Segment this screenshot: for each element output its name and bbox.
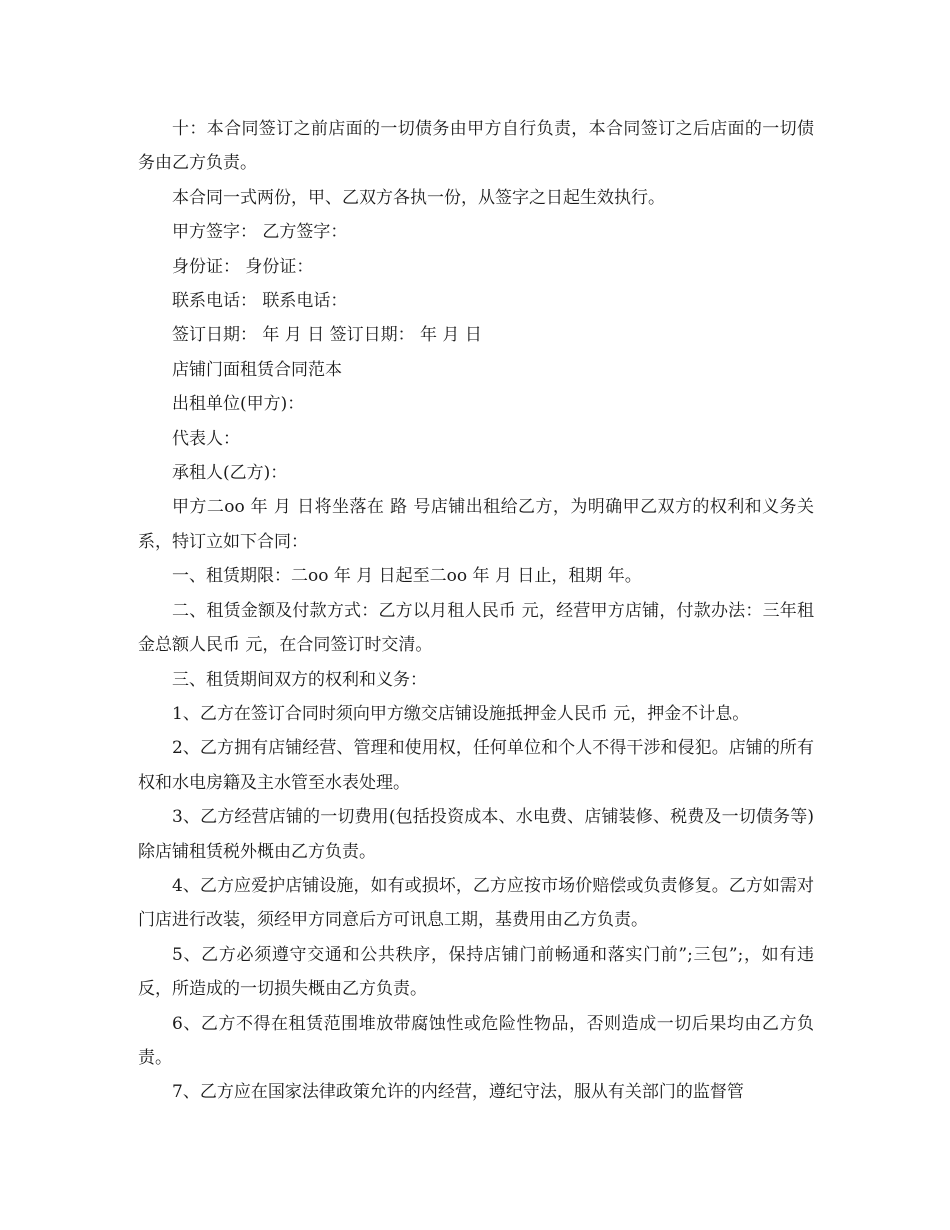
paragraph-lease-term: 一、租赁期限：二oo 年 月 日起至二oo 年 月 日止，租期 年。 xyxy=(172,566,642,587)
paragraph-item-4: 4、乙方应爱护店铺设施，如有或损坏，乙方应按市场价赔偿或负责修复。乙方如需对门店进行改装，须经甲方同意后方可讯息工期，基费用由乙方负责。 xyxy=(138,875,814,931)
lessor-line: 出租单位(甲方)： xyxy=(172,394,305,415)
sign-date-line: 签订日期： 年 月 日 签订日期： 年 月 日 xyxy=(172,325,482,346)
paragraph-rights-heading: 三、租赁期间双方的权利和义务： xyxy=(172,669,427,690)
paragraph-item-6: 6、乙方不得在租赁范围堆放带腐蚀性或危险性物品，否则造成一切后果均由乙方负责。 xyxy=(138,1013,814,1068)
paragraph-debt-clause: 十：本合同签订之前店面的一切债务由甲方自行负责，本合同签订之后店面的一切债务由乙方负责。 xyxy=(138,119,814,174)
paragraph-item-3: 3、乙方经营店铺的一切费用(包括投资成本、水电费、店铺装修、税费及一切债务等)除店铺租赁税外概由乙方负责。 xyxy=(138,807,814,862)
lessee-line: 承租人(乙方)： xyxy=(172,463,288,484)
paragraph-item-2: 2、乙方拥有店铺经营、管理和使用权，任何单位和个人不得干涉和侵犯。店铺的所有权和水电房籍及主水管至水表处理。 xyxy=(138,738,814,793)
paragraph-item-1: 1、乙方在签订合同时须向甲方缴交店铺设施抵押金人民币 元，押金不计息。 xyxy=(172,703,750,724)
document-body xyxy=(138,112,814,1110)
document-title: 店铺门面租赁合同范本 xyxy=(172,359,342,380)
paragraph-preamble: 甲方二oo 年 月 日将坐落在 路 号店铺出租给乙方，为明确甲乙双方的权利和义务关系，特订立如下合同： xyxy=(138,497,814,552)
id-card-line: 身份证： 身份证： xyxy=(172,256,314,277)
signature-line: 甲方签字： 乙方签字： xyxy=(172,222,348,243)
paragraph-item-5: 5、乙方必须遵守交通和公共秩序，保持店铺门前畅通和落实门前”;三包”;，如有违反，所造成的一切损失概由乙方负责。 xyxy=(138,944,814,1000)
paragraph-item-7: 7、乙方应在国家法律政策允许的内经营，遵纪守法，服从有关部门的监督管 xyxy=(172,1082,744,1103)
representative-line: 代表人： xyxy=(172,428,240,449)
phone-line: 联系电话： 联系电话： xyxy=(172,291,348,312)
paragraph-rent-payment: 二、租赁金额及付款方式：乙方以月租人民币 元，经营甲方店铺，付款办法：三年租金总额人民币 元，在合同签订时交清。 xyxy=(138,600,814,656)
paragraph-copies-clause: 本合同一式两份，甲、乙双方各执一份，从签字之日起生效执行。 xyxy=(172,187,665,208)
